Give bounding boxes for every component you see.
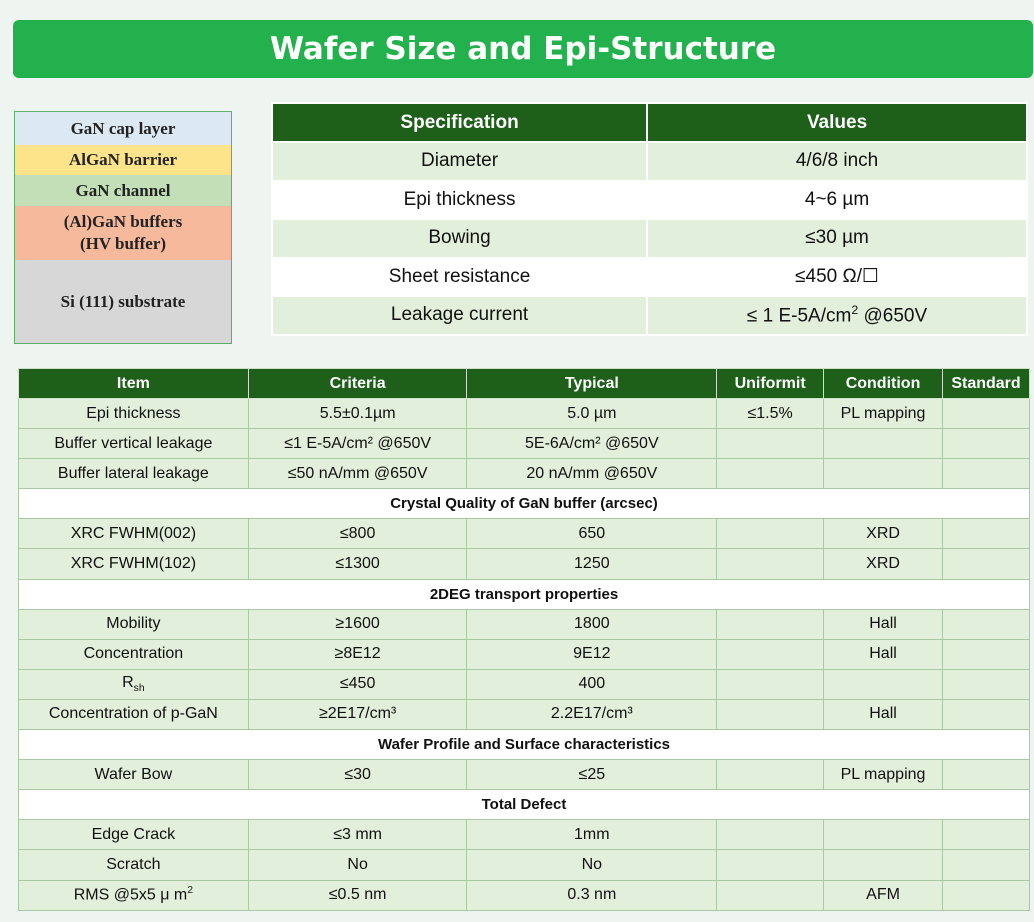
- section-wafer-profile: Wafer Profile and Surface characteristics: [19, 730, 1030, 760]
- criteria-header: Criteria: [248, 369, 467, 399]
- layer-label: AlGaN barrier: [68, 150, 178, 169]
- standard-header: Standard: [942, 369, 1029, 399]
- table-row: Buffer vertical leakage ≤1 E-5A/cm² @650V 5E-6A/cm² @650V: [19, 429, 1030, 459]
- page-title-banner: [13, 20, 1033, 78]
- table-row: [272, 258, 1027, 297]
- layer-gan-cap: [15, 112, 231, 145]
- table-row: Concentration of p-GaN ≥2E17/cm³ 2.2E17/cm³ Hall: [19, 699, 1030, 729]
- table-row: Buffer lateral leakage ≤50 nA/mm @650V 20 nA/mm @650V: [19, 459, 1030, 489]
- spec-name: Epi thickness: [272, 181, 647, 220]
- characteristics-table: [18, 368, 1030, 911]
- table-row: XRC FWHM(002) ≤800 650 XRD: [19, 519, 1030, 549]
- spec-name: Leakage current: [272, 296, 647, 335]
- section-header-row: [19, 730, 1030, 760]
- layer-si-substrate: [15, 260, 231, 343]
- section-header-row: [19, 579, 1030, 609]
- layer-gan-channel: [15, 175, 231, 206]
- values-header: Values: [647, 103, 1027, 142]
- spec-table: [271, 102, 1028, 336]
- layer-label: GaN cap layer: [70, 118, 176, 138]
- table-row: XRC FWHM(102) ≤1300 1250 XRD: [19, 549, 1030, 579]
- section-header-row: [19, 489, 1030, 519]
- main-header-row: [19, 369, 1030, 399]
- table-row: [272, 296, 1027, 335]
- section-header-row: [19, 790, 1030, 820]
- section-total-defect: Total Defect: [19, 790, 1030, 820]
- condition-header: Condition: [824, 369, 943, 399]
- table-row: [272, 142, 1027, 181]
- typical-header: Typical: [467, 369, 717, 399]
- spec-value: 4~6 µm: [647, 181, 1027, 220]
- spec-value: 4/6/8 inch: [647, 142, 1027, 181]
- table-row: RMS @5x5 μ $m^2$ ≤0.5 nm 0.3 nm AFM: [19, 880, 1030, 910]
- table-row: $R_{sh}$ ≤450 400: [19, 669, 1030, 699]
- table-row: Concentration ≥8E12 9E12 Hall: [19, 639, 1030, 669]
- table-row: Edge Crack ≤3 mm 1mm: [19, 820, 1030, 850]
- spec-value: ≤450 Ω/☐: [647, 258, 1027, 297]
- spec-name: Bowing: [272, 219, 647, 258]
- layer-algan-barrier: [15, 145, 231, 175]
- table-row: [272, 219, 1027, 258]
- table-row: [272, 181, 1027, 220]
- spec-name: Diameter: [272, 142, 647, 181]
- spec-value: ≤30 µm: [647, 219, 1027, 258]
- table-row: Epi thickness 5.5±0.1µm 5.0 µm ≤1.5% PL mapping: [19, 399, 1030, 429]
- uniformity-header: Uniformit: [717, 369, 824, 399]
- section-2deg-transport: 2DEG transport properties: [19, 579, 1030, 609]
- table-row: Mobility ≥1600 1800 Hall: [19, 609, 1030, 639]
- layer-label: GaN channel: [75, 180, 171, 200]
- layer-label: Si (111) substrate: [60, 291, 186, 311]
- item-header: Item: [19, 369, 249, 399]
- spec-name: Sheet resistance: [272, 258, 647, 297]
- layer-label: (Al)GaN buffers: [63, 212, 183, 231]
- layer-algan-buffers: [15, 206, 231, 260]
- section-crystal-quality: Crystal Quality of GaN buffer (arcsec): [19, 489, 1030, 519]
- epi-layer-stack: [14, 111, 232, 344]
- spec-header: Specification: [272, 103, 647, 142]
- layer-label-2: (HV buffer): [79, 234, 167, 253]
- spec-header-row: [272, 103, 1027, 142]
- spec-value: ≤ 1 $E-5A/cm^2$ @650V: [647, 296, 1027, 335]
- table-row: Scratch No No: [19, 850, 1030, 880]
- page-title: Wafer Size and Epi-Structure: [269, 31, 777, 67]
- table-row: Wafer Bow ≤30 ≤25 PL mapping: [19, 760, 1030, 790]
